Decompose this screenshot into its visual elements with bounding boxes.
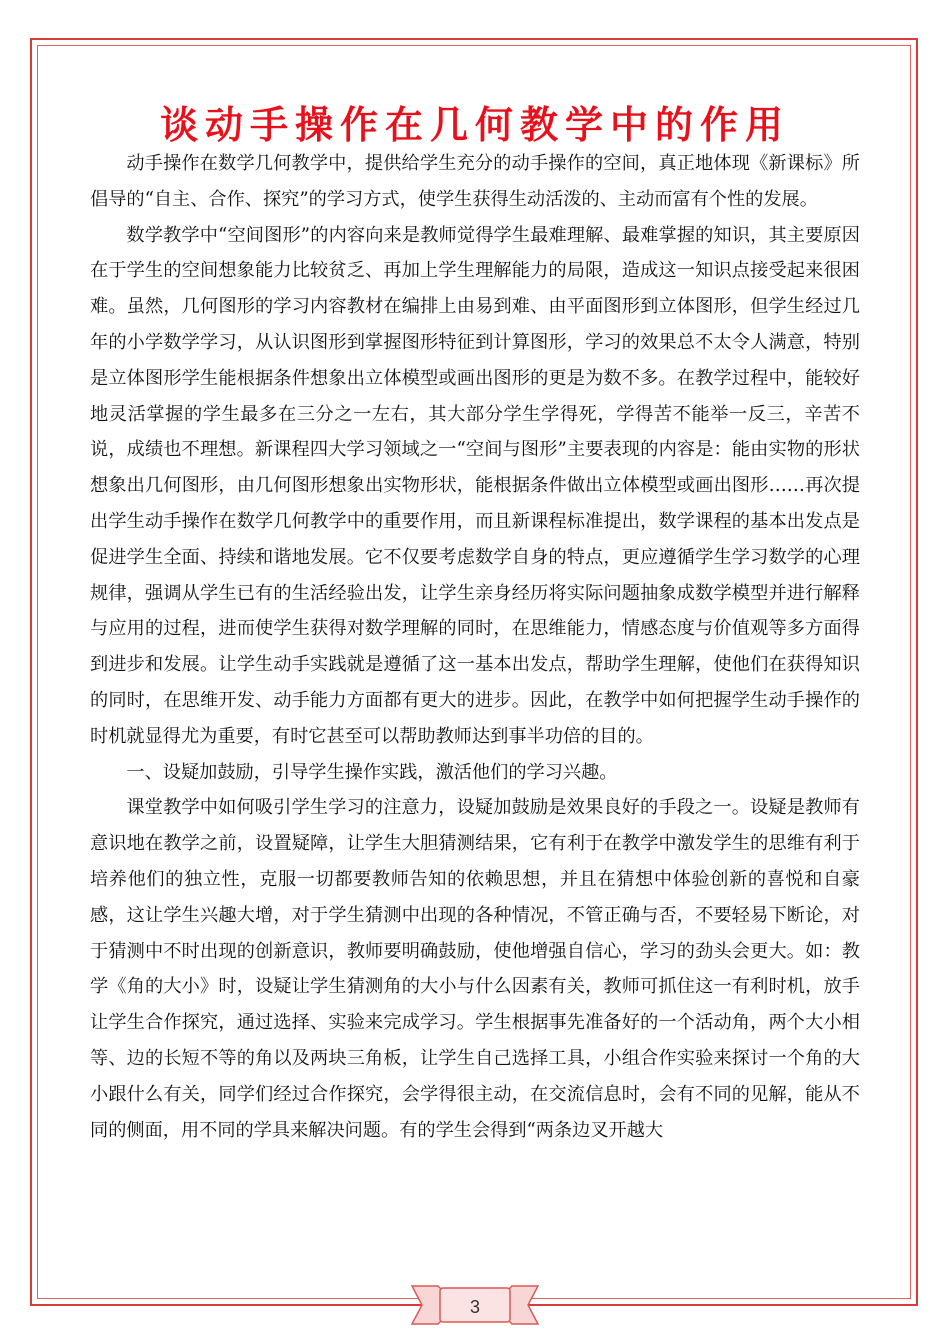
section-heading-1: 一、设疑加鼓励，引导学生操作实践，激活他们的学习兴趣。 [126,761,618,783]
paragraph-section-1: 课堂教学中如何吸引学生学习的注意力，设疑加鼓励是效果良好的手段之一。设疑是教师有意识地在教学之前，设置疑障，让学生大胆猜测结果，它有利于在教学中激发学生的思维有利于培养他们的独立性，克服一切都要教师告知的依赖思想，并且在猜想中体验创新的喜悦和自豪感，这让学生兴趣大增，对于学生猜测中出现的各种情况，不管正确与否，不要轻易下断论，对于猜测中不时出现的创新意识，教师要明确鼓励，使他增强自信心，学习的劲头会更大。如：教学《角的大小》时，设疑让学生猜测角的大小与什么因素有关，教师可抓住这一有利时机，放手让学生合作探究，通过选择、实验来完成学习。学生根据事先准备好的一个活动角，两个大小相等、边的长短不等的角以及两块三角板，让学生自己选择工具，小组合作实验来探讨一个角的大小跟什么有关，同学们经过合作探究，会学得很主动，在交流信息时，会有不同的见解，能从不同的侧面，用不同的学具来解决问题。有的学生会得到“两条边叉开越大 [90,797,860,1141]
document-body [90,146,860,1148]
paragraph-intro: 动手操作在数学几何教学中，提供给学生充分的动手操作的空间，真正地体现《新课标》所倡导的“自主、合作、探究”的学习方式，使学生获得生动活泼的、主动而富有个性的发展。 [90,153,860,210]
document-title: 谈动手操作在几何教学中的作用 [159,102,790,147]
paragraph-background: 数学教学中“空间图形”的内容向来是教师觉得学生最难理解、最难掌握的知识，其主要原因在于学生的空间想象能力比较贫乏、再加上学生理解能力的局限，造成这一知识点接受起来很困难。虽然，几何图形的学习内容教材在编排上由易到难、由平面图形到立体图形，但学生经过几年的小学数学学习，从认识图形到掌握图形特征到计算图形，学习的效果总不太令人满意，特别是立体图形学生能根据条件想象出立体模型或画出图形的更是为数不多。在教学过程中，能较好地灵活掌握的学生最多在三分之一左右，其大部分学生学得死，学得苦不能举一反三，辛苦不说，成绩也不理想。新课程四大学习领域之一“空间与图形”主要表现的内容是：能由实物的形状想象出几何图形，由几何图形想象出实物形状，能根据条件做出立体模型或画出图形……再次提出学生动手操作在数学几何教学中的重要作用，而且新课程标准提出，数学课程的基本出发点是促进学生全面、持续和谐地发展。它不仅要考虑数学自身的特点，更应遵循学生学习数学的心理规律，强调从学生已有的生活经验出发，让学生亲身经历将实际问题抽象成数学模型并进行解释与应用的过程，进而使学生获得对数学理解的同时，在思维能力，情感态度与价值观等多方面得到进步和发展。让学生动手实践就是遵循了这一基本出发点，帮助学生理解，使他们在获得知识的同时，在思维开发、动手能力方面都有更大的进步。因此，在教学中如何把握学生动手操作的时机就显得尤为重要，有时它甚至可以帮助教师达到事半功倍的目的。 [90,224,860,747]
page-number: 3 [469,1297,480,1317]
